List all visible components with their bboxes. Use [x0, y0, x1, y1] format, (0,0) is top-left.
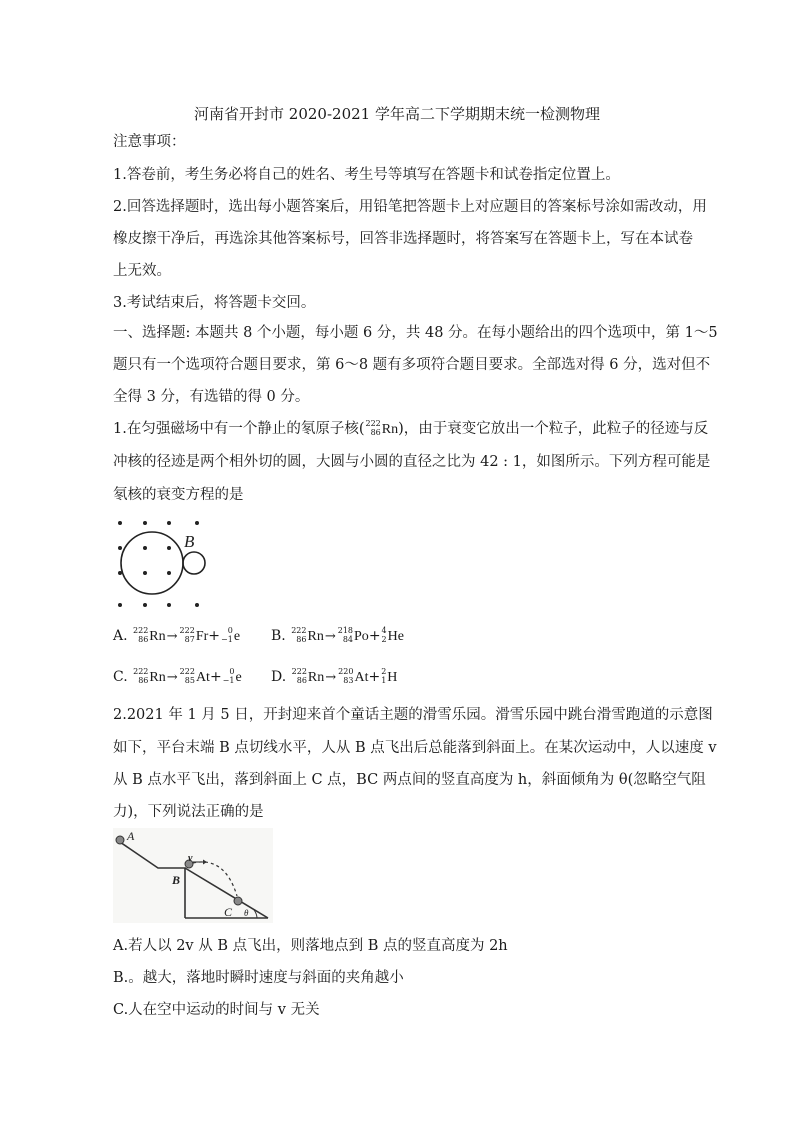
section1-line-2: 题只有一个选项符合题目要求，第 6～8 题有多项符合题目要求。全部选对得 6 分，选对但不 [113, 357, 711, 373]
notice-line-5: 3.考试结束后，将答题卡交回。 [113, 295, 316, 311]
option-label: B. [271, 628, 286, 644]
q1-line-2: 冲核的径迹是两个相外切的圆，大圆与小圆的直径之比为 42 : 1，如图所示。下列方程可能是 [113, 454, 711, 470]
option-label: D. [271, 669, 287, 685]
notice-line-2: 2.回答选择题时，选出每小题答案后，用铅笔把答题卡上对应题目的答案标号涂如需改动，用 [113, 199, 707, 215]
label-theta: θ [244, 908, 249, 918]
large-circle-track [121, 532, 183, 594]
notice-line-1: 1.答卷前，考生务必将自己的姓名、考生号等填写在答题卡和试卷指定位置上。 [113, 167, 620, 183]
figure-background [113, 828, 273, 923]
q1-line-3: 氡核的衰变方程的是 [113, 487, 244, 503]
q1-line1-before: 1.在匀强磁场中有一个静止的氡原子核( [113, 421, 365, 437]
nuc-charge: 86 [370, 428, 381, 437]
point-b-label: B [184, 532, 195, 551]
skier-c-icon [234, 897, 242, 905]
nuc-mass: 222 [365, 419, 381, 428]
nuc-symbol: Rn [381, 422, 399, 437]
notice-line-4: 上无效。 [113, 263, 171, 279]
option-label: C. [113, 669, 128, 685]
section1-line-1: 一、选择题: 本题共 8 个小题，每小题 6 分，共 48 分。在每小题给出的四个选项中，第 1～5 [113, 325, 718, 341]
section1-line-3: 全得 3 分，有选错的得 0 分。 [113, 389, 310, 405]
q1-option-d: D. 222 86 Rn→ 220 83 At+ 2 1 H [271, 667, 398, 685]
q2-line-1: 2.2021 年 1 月 5 日，开封迎来首个童话主题的滑雪乐园。滑雪乐园中跳台滑雪跑道的示意图 [113, 707, 713, 723]
label-a: A [127, 829, 135, 843]
q2-ski-jump-figure [113, 828, 273, 923]
skier-a-icon [116, 836, 124, 844]
q1-line-1 [113, 419, 708, 440]
notice-heading: 注意事项： [113, 134, 186, 150]
q1-option-a: A. 222 86 Rn→ 222 87 Fr+ 0 −1 e [113, 626, 241, 644]
label-b: B [172, 873, 181, 887]
q2-option-b: B.。越大，落地时瞬时速度与斜面的夹角越小 [113, 970, 404, 986]
q2-line-2: 如下，平台末端 B 点切线水平，人从 B 点飞出后总能落到斜面上。在某次运动中，人以速度 v [113, 740, 717, 756]
small-circle-track [183, 552, 205, 574]
notice-line-3: 橡皮擦干净后，再选涂其他答案标号，回答非选择题时，将答案写在答题卡上，写在本试卷 [113, 231, 693, 247]
q2-line-4: 力)，下列说法正确的是 [113, 804, 264, 820]
q1-line1-after: )，由于衰变它放出一个粒子，此粒子的径迹与反 [398, 421, 709, 437]
radon-nucleus [366, 419, 399, 440]
option-label: A. [113, 628, 128, 644]
q1-option-c: C. 222 86 Rn→ 222 85 At+ 0 −1 e [113, 667, 242, 685]
q2-option-a: A.若人以 2v 从 B 点飞出，则落地点到 B 点的竖直高度为 2h [113, 938, 508, 954]
label-c: C [224, 905, 233, 919]
q2-option-c: C.人在空中运动的时间与 v 无关 [113, 1002, 320, 1018]
q1-magnetic-field-figure [112, 515, 212, 610]
page-title: 河南省开封市 2020-2021 学年高二下学期期末统一检测物理 [194, 105, 600, 123]
q2-line-3: 从 B 点水平飞出，落到斜面上 C 点，BC 两点间的竖直高度为 h，斜面倾角为 θ(忽略空气阻 [113, 772, 706, 788]
label-v: v [188, 853, 193, 864]
q1-option-b: B. 222 86 Rn→ 218 84 Po+ 4 2 He [271, 626, 404, 644]
